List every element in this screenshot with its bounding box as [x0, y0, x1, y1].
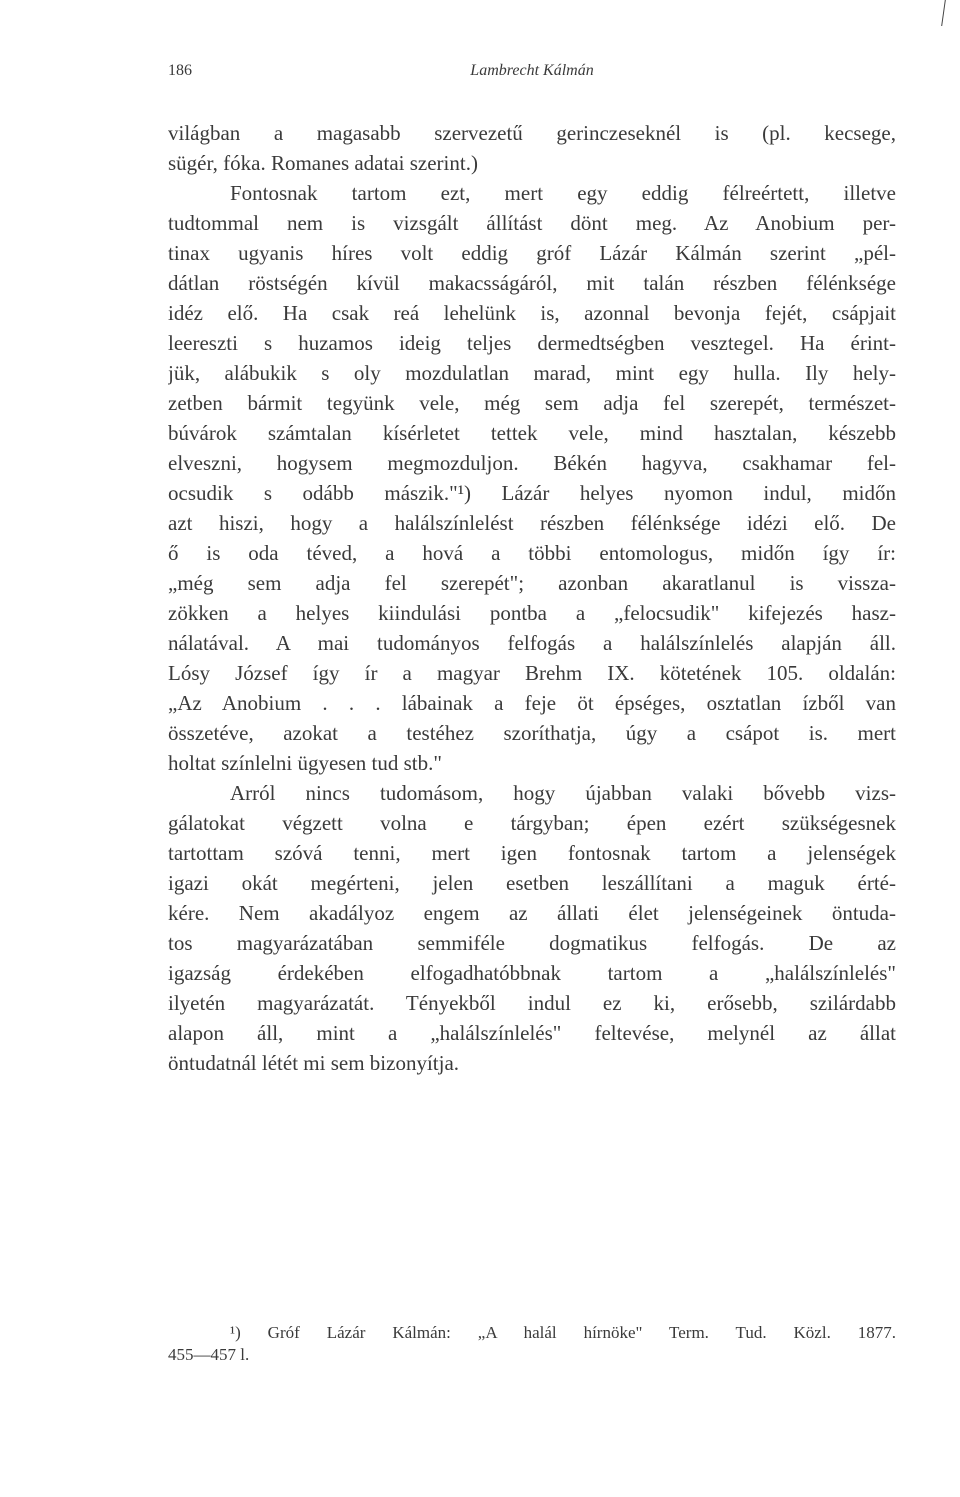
text-line: összetéve, azokat a testéhez szoríthatja, úgy a csápot is. mert [168, 721, 896, 745]
text-line: Arról nincs tudomásom, hogy újabban valaki bővebb vizs- [230, 781, 896, 805]
text-line: elveszni, hogysem megmozduljon. Békén hagyva, csakhamar fel- [168, 451, 896, 475]
text-line: nálatával. A mai tudományos felfogás a halálszínlelés alapján áll. [168, 631, 896, 655]
footnote-line: 455—457 l. [168, 1345, 250, 1364]
text-line: leereszti s huzamos ideig teljes dermedtségben vesztegel. Ha érint- [168, 331, 896, 355]
text-line: öntudatnál létét mi sem bizonyítja. [168, 1051, 460, 1075]
scan-edge-mark [941, 0, 948, 26]
page-header [168, 58, 896, 88]
text-line: búvárok számtalan kísérletet tettek vele, mind hasztalan, készebb [168, 421, 896, 445]
text-line: „Az Anobium . . . lábainak a feje öt épséges, osztatlan ízből van [168, 691, 896, 715]
text-line: holtat színlelni ügyesen tud stb." [168, 751, 442, 775]
page-number: 186 [168, 62, 192, 79]
text-line: tudtommal nem is vizsgált állítást dönt meg. Az Anobium per- [168, 211, 896, 235]
text-line: jük, alábukik s oly mozdulatlan marad, mint egy hulla. Ily hely- [168, 361, 896, 385]
text-line: zökken a helyes kiindulási pontba a „felocsudik" kifejezés hasz- [168, 601, 896, 625]
text-line: Lósy József így ír a magyar Brehm IX. kötetének 105. oldalán: [168, 661, 896, 685]
text-line: ő is oda téved, a hová a többi entomologus, midőn így ír: [168, 541, 896, 565]
text-line: alapon áll, mint a „halálszínlelés" feltevése, melynél az állat [168, 1021, 896, 1045]
footnote-line: ¹) Gróf Lázár Kálmán: „A halál hírnöke" Term. Tud. Közl. 1877. [230, 1323, 896, 1342]
footnote [168, 1322, 896, 1366]
text-line: tos magyarázatában semmiféle dogmatikus felfogás. De az [168, 931, 896, 955]
text-line: igazság érdekében elfogadhatóbbnak tartom a „halálszínlelés" [168, 961, 896, 985]
text-line: tinax ugyanis híres volt eddig gróf Lázár Kálmán szerint „pél- [168, 241, 896, 265]
text-line: dátlan röstségén kívül makacsságáról, mit talán részben félénksége [168, 271, 896, 295]
text-line: zetben bármit tegyünk vele, még sem adja fel szerepét, természet- [168, 391, 896, 415]
text-line: gálatokat végzett volna e tárgyban; épen ezért szükségesnek [168, 811, 896, 835]
text-line: kére. Nem akadályoz engem az állati élet jelenségeinek öntuda- [168, 901, 896, 925]
text-line: tartottam szóvá tenni, mert igen fontosnak tartom a jelenségek [168, 841, 896, 865]
running-head: Lambrecht Kálmán [470, 62, 594, 79]
text-line: „még sem adja fel szerepét"; azonban akaratlanul is vissza- [168, 571, 896, 595]
text-line: sügér, fóka. Romanes adatai szerint.) [168, 151, 478, 175]
text-line: ocsudik s odább mászik."¹) Lázár helyes nyomon indul, midőn [168, 481, 896, 505]
text-line: világban a magasabb szervezetű gerinczeseknél is (pl. kecsege, [168, 121, 896, 145]
text-line: azt hiszi, hogy a halálszínlelést részben félénksége idézi elő. De [168, 511, 896, 535]
text-line: igazi okát megérteni, jelen esetben leszállítani a maguk érté- [168, 871, 896, 895]
text-line: Fontosnak tartom ezt, mert egy eddig félreértett, illetve [230, 181, 896, 205]
text-line: idéz elő. Ha csak reá lehelünk is, azonnal bevonja fejét, csápjait [168, 301, 896, 325]
body-text [168, 118, 896, 1078]
text-line: ilyetén magyarázatát. Tényekből indul ez ki, erősebb, szilárdabb [168, 991, 896, 1015]
